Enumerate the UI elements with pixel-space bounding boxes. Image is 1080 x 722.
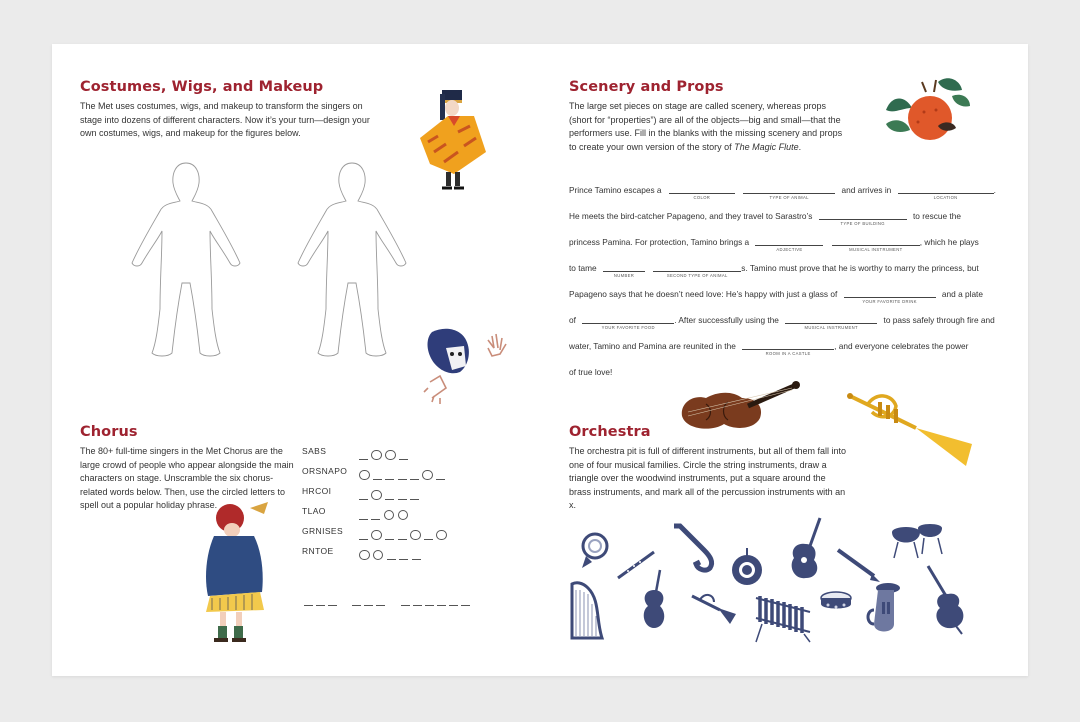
madlib-text: . After successfully using the (674, 315, 779, 325)
trumpet-icon[interactable] (690, 590, 738, 624)
blank-caption: TYPE OF BUILDING (840, 221, 885, 226)
activity-book-spread (52, 44, 1028, 676)
scenery-body-period: . (798, 141, 802, 152)
blank-room-in-a-castle[interactable] (742, 339, 834, 356)
costumes-body: The Met uses costumes, wigs, and makeup to transform the singers on stage into dozens of different characters. Now it’s your turn—design your own costumes, wigs, and makeup for the figures below. (80, 101, 370, 138)
orchestra-heading: Orchestra (569, 424, 651, 440)
violin-illustration (676, 376, 802, 432)
xylophone-icon[interactable] (752, 588, 814, 644)
madlib-line-5 (569, 287, 983, 304)
opera-title: The Magic Flute (734, 141, 799, 152)
blank-musical-instrument[interactable] (832, 235, 920, 252)
trumpet-illustration (846, 388, 976, 470)
blank-caption: TYPE OF ANIMAL (769, 195, 809, 200)
madlib-text: Papageno says that he doesn’t need love: He’s happy with just a glass of (569, 289, 838, 299)
violin-icon[interactable] (638, 568, 670, 632)
madlib-line-4 (569, 261, 979, 278)
answer-slots[interactable] (359, 522, 450, 534)
scenery-body-text: The large set pieces on stage are called scenery, whereas props (short for “properties”) are all of the objects—big and small—that the performers use. Fill in the blanks with the missing scenery and props to create your own version of the story of (569, 101, 843, 152)
costumes-heading: Costumes, Wigs, and Makeup (80, 79, 324, 95)
blank-favorite-food[interactable] (582, 313, 674, 330)
madlib-line-7 (569, 339, 969, 356)
madlib-text: of (569, 315, 576, 325)
blank-adjective[interactable] (755, 235, 823, 252)
answer-slots[interactable] (359, 482, 422, 494)
madlib-text: Prince Tamino escapes a (569, 185, 662, 195)
blank-musical-instrument-2[interactable] (785, 313, 877, 330)
madlib-line-8 (569, 365, 612, 379)
scrambled-word: TLAO (302, 506, 326, 516)
madlib-text: of true love! (569, 367, 613, 377)
blank-caption: ADJECTIVE (776, 247, 803, 252)
blank-caption: MUSICAL INSTRUMENT (804, 325, 858, 330)
orchestra-body: The orchestra pit is full of different instruments, but all of them fall into one of four musical families. Circle the string instruments, draw a triangle over the woodwind instruments, put a square around the brass instruments, and mark all of the percussion instruments with an x. (569, 446, 846, 510)
blank-second-type-of-animal[interactable] (653, 261, 741, 278)
madlib-text: . (993, 185, 996, 195)
madlib-text: , which he plays (919, 237, 979, 247)
tuba-icon[interactable] (864, 580, 904, 636)
chorus-heading: Chorus (80, 424, 138, 440)
blank-number[interactable] (603, 261, 645, 278)
madlib-text: to pass safely through fire and (883, 315, 995, 325)
orange-props-illustration (878, 74, 973, 150)
blank-location[interactable] (898, 183, 994, 200)
scrambled-word: GRNISES (302, 526, 344, 536)
holiday-phrase-slots[interactable] (304, 588, 473, 606)
guitar-icon[interactable] (786, 516, 828, 584)
blank-type-of-building[interactable] (819, 209, 907, 226)
madlib-text: and arrives in (841, 185, 892, 195)
blank-caption: YOUR FAVORITE FOOD (601, 325, 655, 330)
madlib-text: s. Tamino must prove that he is worthy to marry the princess, but (741, 263, 979, 273)
scrambled-word: SABS (302, 446, 327, 456)
blank-caption: NUMBER (613, 273, 635, 278)
blank-figure-1[interactable] (130, 159, 242, 359)
madlib-line-3 (569, 235, 979, 252)
madlib-text: , and everyone celebrates the power (834, 341, 969, 351)
scrambled-word: RNTOE (302, 546, 334, 556)
blank-type-of-animal[interactable] (743, 183, 835, 200)
madlib-line-2 (569, 209, 961, 226)
gong-icon[interactable] (730, 546, 764, 590)
madlib-line-6 (569, 313, 995, 330)
harp-icon[interactable] (566, 580, 606, 642)
scenery-body (569, 100, 849, 154)
costumed-singer-illustration (414, 86, 498, 194)
blank-caption: SECOND TYPE OF ANIMAL (666, 273, 728, 278)
madlib-text: and a plate (941, 289, 983, 299)
blank-caption: LOCATION (933, 195, 958, 200)
clarinet-icon[interactable] (836, 548, 882, 584)
blank-caption: YOUR FAVORITE DRINK (862, 299, 917, 304)
blank-color[interactable] (669, 183, 735, 200)
blank-caption: MUSICAL INSTRUMENT (849, 247, 903, 252)
madlib-text: to tame (569, 263, 597, 273)
scenery-heading: Scenery and Props (569, 79, 724, 95)
madlib-line-1 (569, 183, 996, 200)
blank-figure-2[interactable] (296, 159, 408, 359)
chorus-body: The 80+ full-time singers in the Met Chorus are the large crowd of people who appear alongside the main characters on stage. Unscramble the six chorus-related words below. Then, use the circled letters to spell out a popular holiday phrase. (80, 446, 294, 510)
chorus-singer-illustration (202, 500, 282, 650)
cello-icon[interactable] (922, 564, 974, 636)
answer-slots[interactable] (359, 442, 412, 454)
saxophone-icon[interactable] (670, 522, 718, 574)
madlib-text: He meets the bird-catcher Papageno, and they travel to Sarastro’s (569, 211, 813, 221)
scrambled-word: ORSNAPO (302, 466, 348, 476)
timpani-icon[interactable] (888, 518, 946, 564)
madlib-text: water, Tamino and Pamina are reunited in the (569, 341, 736, 351)
answer-slots[interactable] (359, 542, 424, 554)
answer-slots[interactable] (359, 462, 449, 474)
blank-caption: COLOR (693, 195, 711, 200)
mask-and-hands-illustration (422, 326, 512, 406)
madlib-text: to rescue the (912, 211, 961, 221)
blank-favorite-drink[interactable] (844, 287, 936, 304)
tambourine-icon[interactable] (818, 588, 854, 614)
french-horn-icon[interactable] (578, 528, 612, 572)
madlib-text: princess Pamina. For protection, Tamino brings a (569, 237, 750, 247)
answer-slots[interactable] (359, 502, 412, 514)
blank-caption: ROOM IN A CASTLE (765, 351, 811, 356)
scrambled-word: HRCOI (302, 486, 332, 496)
